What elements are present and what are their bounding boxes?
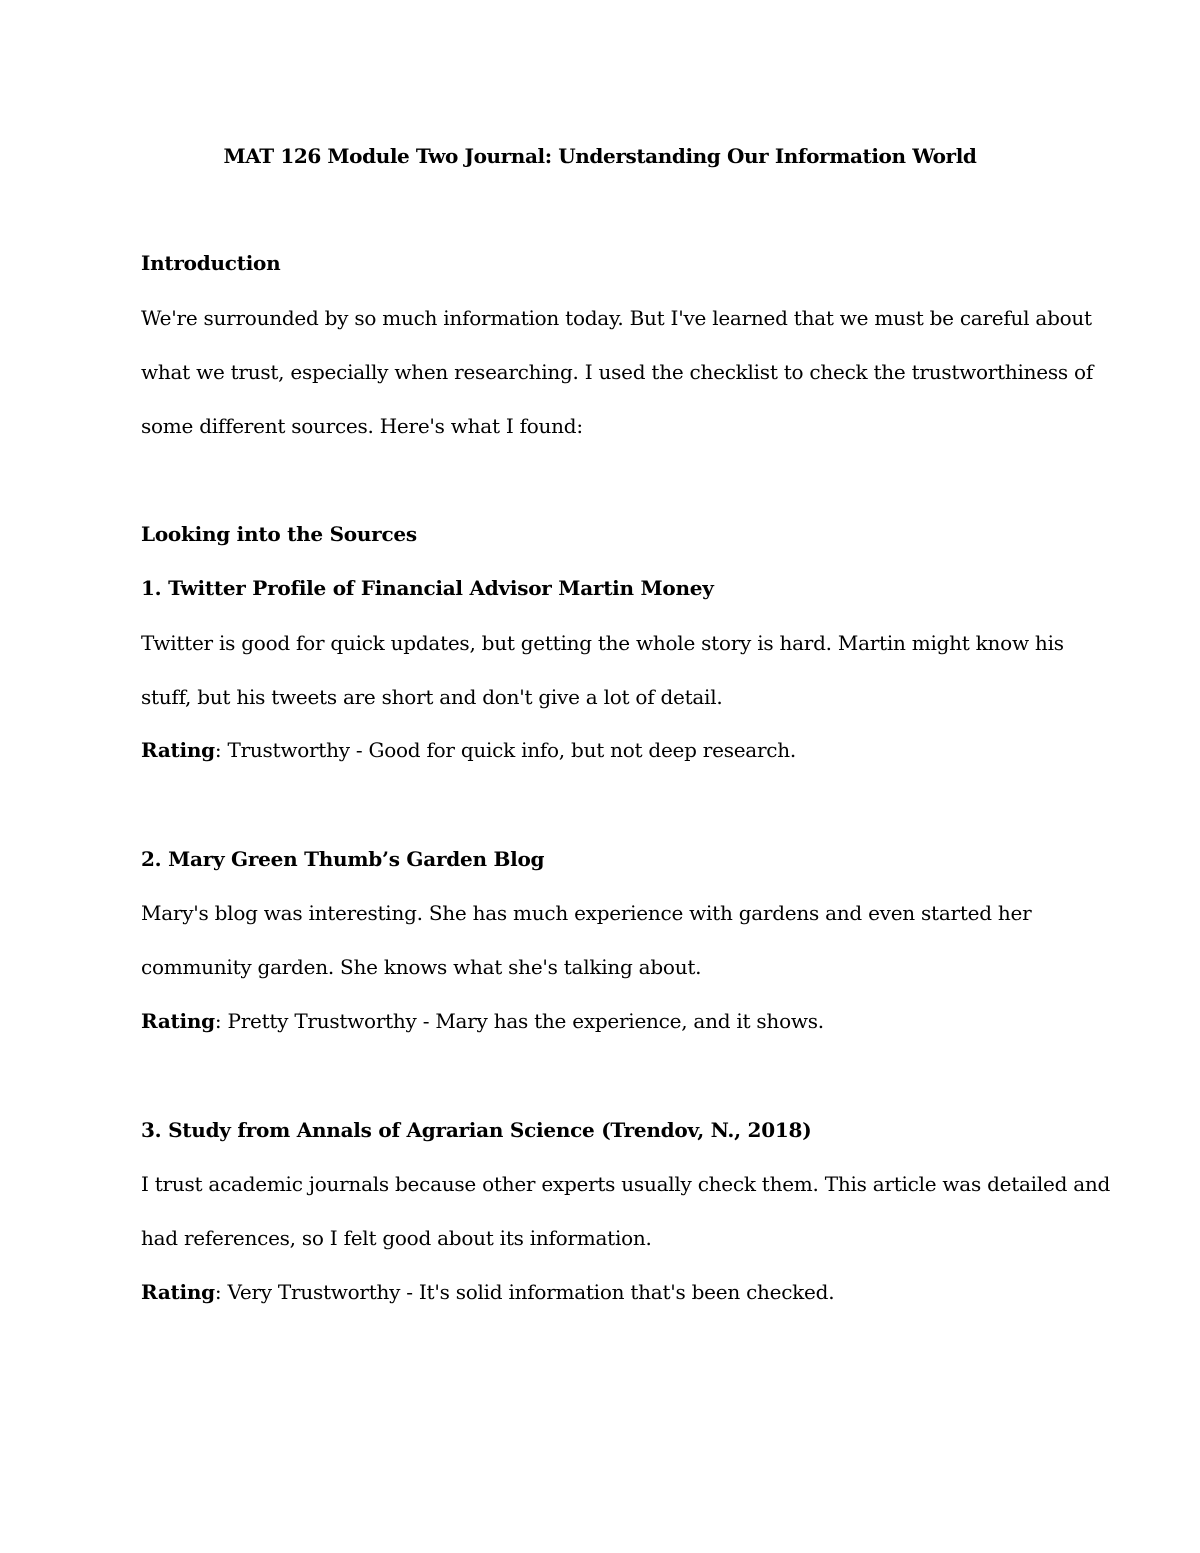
rating-label: Rating — [141, 1280, 215, 1304]
document-title: MAT 126 Module Two Journal: Understanding Our Information World — [223, 144, 977, 168]
source-1-heading: 1. Twitter Profile of Financial Advisor Martin Money — [141, 576, 714, 600]
source-3-rating — [141, 1279, 834, 1305]
source-2-heading: 2. Mary Green Thumb’s Garden Blog — [141, 847, 545, 871]
source-2-line-2: community garden. She knows what she's talking about. — [141, 955, 702, 979]
rating-label: Rating — [141, 738, 215, 762]
sources-heading: Looking into the Sources — [141, 522, 417, 546]
source-3-line-1: I trust academic journals because other experts usually check them. This article was detailed and — [141, 1172, 1111, 1196]
rating-text: : Trustworthy - Good for quick info, but not deep research. — [214, 738, 796, 762]
intro-heading: Introduction — [141, 251, 281, 275]
intro-line-1: We're surrounded by so much information today. But I've learned that we must be careful about — [141, 306, 1092, 330]
rating-text: : Very Trustworthy - It's solid information that's been checked. — [214, 1280, 835, 1304]
source-1-rating — [141, 737, 796, 763]
intro-line-3: some different sources. Here's what I found: — [141, 414, 583, 438]
source-2-line-1: Mary's blog was interesting. She has much experience with gardens and even started her — [141, 901, 1032, 925]
intro-line-2: what we trust, especially when researching. I used the checklist to check the trustworthiness of — [141, 360, 1093, 384]
source-1-line-2: stuff, but his tweets are short and don't give a lot of detail. — [141, 685, 723, 709]
rating-label: Rating — [141, 1009, 215, 1033]
source-1-line-1: Twitter is good for quick updates, but getting the whole story is hard. Martin might know his — [141, 631, 1064, 655]
source-3-line-2: had references, so I felt good about its information. — [141, 1226, 652, 1250]
source-2-rating — [141, 1008, 824, 1034]
rating-text: : Pretty Trustworthy - Mary has the experience, and it shows. — [214, 1009, 824, 1033]
source-3-heading: 3. Study from Annals of Agrarian Science (Trendov, N., 2018) — [141, 1118, 812, 1142]
